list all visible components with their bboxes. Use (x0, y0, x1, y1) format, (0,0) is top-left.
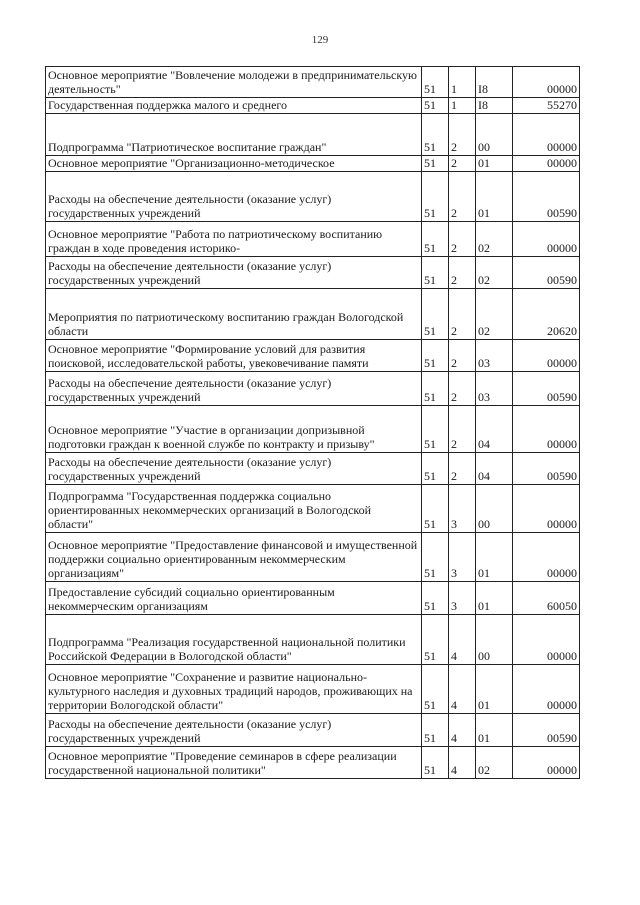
row-code-subprogram: 04 (476, 406, 513, 453)
row-code-subprogram: 01 (476, 714, 513, 747)
row-description: Основное мероприятие "Вовлечение молодежи в предпринимательскую деятельность" (46, 67, 422, 98)
row-code-program: 2 (449, 340, 476, 372)
table-row (46, 747, 580, 779)
row-code-direction: 00590 (513, 172, 580, 222)
budget-classification-table (45, 66, 580, 779)
row-description: Основное мероприятие "Организационно-методическое (46, 156, 422, 172)
row-description: Основное мероприятие "Проведение семинаров в сфере реализации государственной национальной политики" (46, 747, 422, 779)
row-code-program: 3 (449, 533, 476, 582)
row-code-program: 4 (449, 665, 476, 714)
table-row (46, 372, 580, 406)
table-row (46, 615, 580, 665)
table-row (46, 172, 580, 222)
row-description: Расходы на обеспечение деятельности (оказание услуг) государственных учреждений (46, 172, 422, 222)
row-code-subprogram: 04 (476, 453, 513, 485)
row-code-program: 3 (449, 485, 476, 533)
row-description: Основное мероприятие "Формирование условий для развития поисковой, исследовательской работы, увековечивание памяти (46, 340, 422, 372)
row-code-subprogram: 01 (476, 582, 513, 615)
table-row (46, 114, 580, 156)
table-row (46, 453, 580, 485)
row-code-direction: 00000 (513, 615, 580, 665)
table-row (46, 665, 580, 714)
page-number: 129 (311, 34, 329, 46)
row-code-subprogram: 01 (476, 533, 513, 582)
row-code-subprogram: 00 (476, 615, 513, 665)
row-code-ministry: 51 (422, 747, 449, 779)
row-code-ministry: 51 (422, 257, 449, 289)
row-code-subprogram: I8 (476, 98, 513, 114)
row-code-subprogram: I8 (476, 67, 513, 98)
row-code-program: 4 (449, 615, 476, 665)
row-code-direction: 00590 (513, 372, 580, 406)
row-description: Подпрограмма "Государственная поддержка социально ориентированных некоммерческих организаций в Вологодской области" (46, 485, 422, 533)
table-row (46, 98, 580, 114)
row-code-ministry: 51 (422, 582, 449, 615)
table-row (46, 485, 580, 533)
row-code-program: 2 (449, 289, 476, 340)
table-row (46, 406, 580, 453)
row-code-ministry: 51 (422, 172, 449, 222)
table-row (46, 714, 580, 747)
row-code-program: 2 (449, 156, 476, 172)
row-description: Основное мероприятие "Участие в организации допризывной подготовки граждан к военной службе по контракту и призыву" (46, 406, 422, 453)
table-row (46, 67, 580, 98)
row-description: Основное мероприятие "Сохранение и развитие национально-культурного наследия и духовных традиций народов, проживающих на территории Вологодской области" (46, 665, 422, 714)
row-code-program: 1 (449, 67, 476, 98)
row-code-ministry: 51 (422, 714, 449, 747)
row-code-subprogram: 02 (476, 289, 513, 340)
row-code-direction: 00000 (513, 222, 580, 257)
table-row (46, 533, 580, 582)
row-code-ministry: 51 (422, 485, 449, 533)
row-code-ministry: 51 (422, 406, 449, 453)
row-code-program: 3 (449, 582, 476, 615)
table-row (46, 156, 580, 172)
table-body (46, 67, 580, 779)
row-code-ministry: 51 (422, 533, 449, 582)
row-description: Мероприятия по патриотическому воспитанию граждан Вологодской области (46, 289, 422, 340)
row-code-program: 2 (449, 257, 476, 289)
row-code-ministry: 51 (422, 114, 449, 156)
row-code-program: 4 (449, 747, 476, 779)
row-description: Расходы на обеспечение деятельности (оказание услуг) государственных учреждений (46, 453, 422, 485)
table-row (46, 289, 580, 340)
row-code-direction: 55270 (513, 98, 580, 114)
row-code-direction: 20620 (513, 289, 580, 340)
row-code-direction: 00000 (513, 340, 580, 372)
row-code-ministry: 51 (422, 289, 449, 340)
table-row (46, 222, 580, 257)
row-code-direction: 00000 (513, 114, 580, 156)
row-description: Основное мероприятие "Предоставление финансовой и имущественной поддержки социально ориентированным некоммерческим организациям" (46, 533, 422, 582)
row-code-direction: 00000 (513, 406, 580, 453)
row-code-program: 2 (449, 172, 476, 222)
row-code-ministry: 51 (422, 222, 449, 257)
row-code-subprogram: 01 (476, 665, 513, 714)
table-row (46, 340, 580, 372)
row-code-subprogram: 02 (476, 257, 513, 289)
row-code-subprogram: 02 (476, 747, 513, 779)
row-code-ministry: 51 (422, 156, 449, 172)
row-code-program: 4 (449, 714, 476, 747)
row-code-direction: 00000 (513, 156, 580, 172)
row-code-subprogram: 01 (476, 156, 513, 172)
row-code-direction: 00590 (513, 257, 580, 289)
row-code-direction: 00000 (513, 485, 580, 533)
row-code-program: 2 (449, 453, 476, 485)
table-row (46, 257, 580, 289)
row-code-subprogram: 02 (476, 222, 513, 257)
row-code-subprogram: 01 (476, 172, 513, 222)
row-code-direction: 00000 (513, 67, 580, 98)
row-code-program: 2 (449, 406, 476, 453)
row-code-ministry: 51 (422, 453, 449, 485)
row-description: Расходы на обеспечение деятельности (оказание услуг) государственных учреждений (46, 372, 422, 406)
row-code-ministry: 51 (422, 98, 449, 114)
row-code-ministry: 51 (422, 615, 449, 665)
row-code-program: 2 (449, 222, 476, 257)
row-code-ministry: 51 (422, 67, 449, 98)
row-code-direction: 00590 (513, 453, 580, 485)
row-code-direction: 00000 (513, 747, 580, 779)
table-row (46, 582, 580, 615)
row-description: Подпрограмма "Патриотическое воспитание граждан" (46, 114, 422, 156)
row-code-program: 1 (449, 98, 476, 114)
row-code-program: 2 (449, 372, 476, 406)
row-code-direction: 60050 (513, 582, 580, 615)
row-code-program: 2 (449, 114, 476, 156)
row-description: Расходы на обеспечение деятельности (оказание услуг) государственных учреждений (46, 257, 422, 289)
row-code-subprogram: 03 (476, 372, 513, 406)
row-code-direction: 00590 (513, 714, 580, 747)
row-code-direction: 00000 (513, 665, 580, 714)
row-code-subprogram: 03 (476, 340, 513, 372)
row-code-ministry: 51 (422, 372, 449, 406)
row-description: Государственная поддержка малого и среднего (46, 98, 422, 114)
row-code-subprogram: 00 (476, 485, 513, 533)
row-description: Подпрограмма "Реализация государственной национальной политики Российской Федерации в Вологодской области" (46, 615, 422, 665)
row-code-ministry: 51 (422, 665, 449, 714)
row-code-ministry: 51 (422, 340, 449, 372)
row-description: Расходы на обеспечение деятельности (оказание услуг) государственных учреждений (46, 714, 422, 747)
row-code-subprogram: 00 (476, 114, 513, 156)
row-code-direction: 00000 (513, 533, 580, 582)
row-description: Предоставление субсидий социально ориентированным некоммерческим организациям (46, 582, 422, 615)
row-description: Основное мероприятие "Работа по патриотическому воспитанию граждан в ходе проведения историко- (46, 222, 422, 257)
